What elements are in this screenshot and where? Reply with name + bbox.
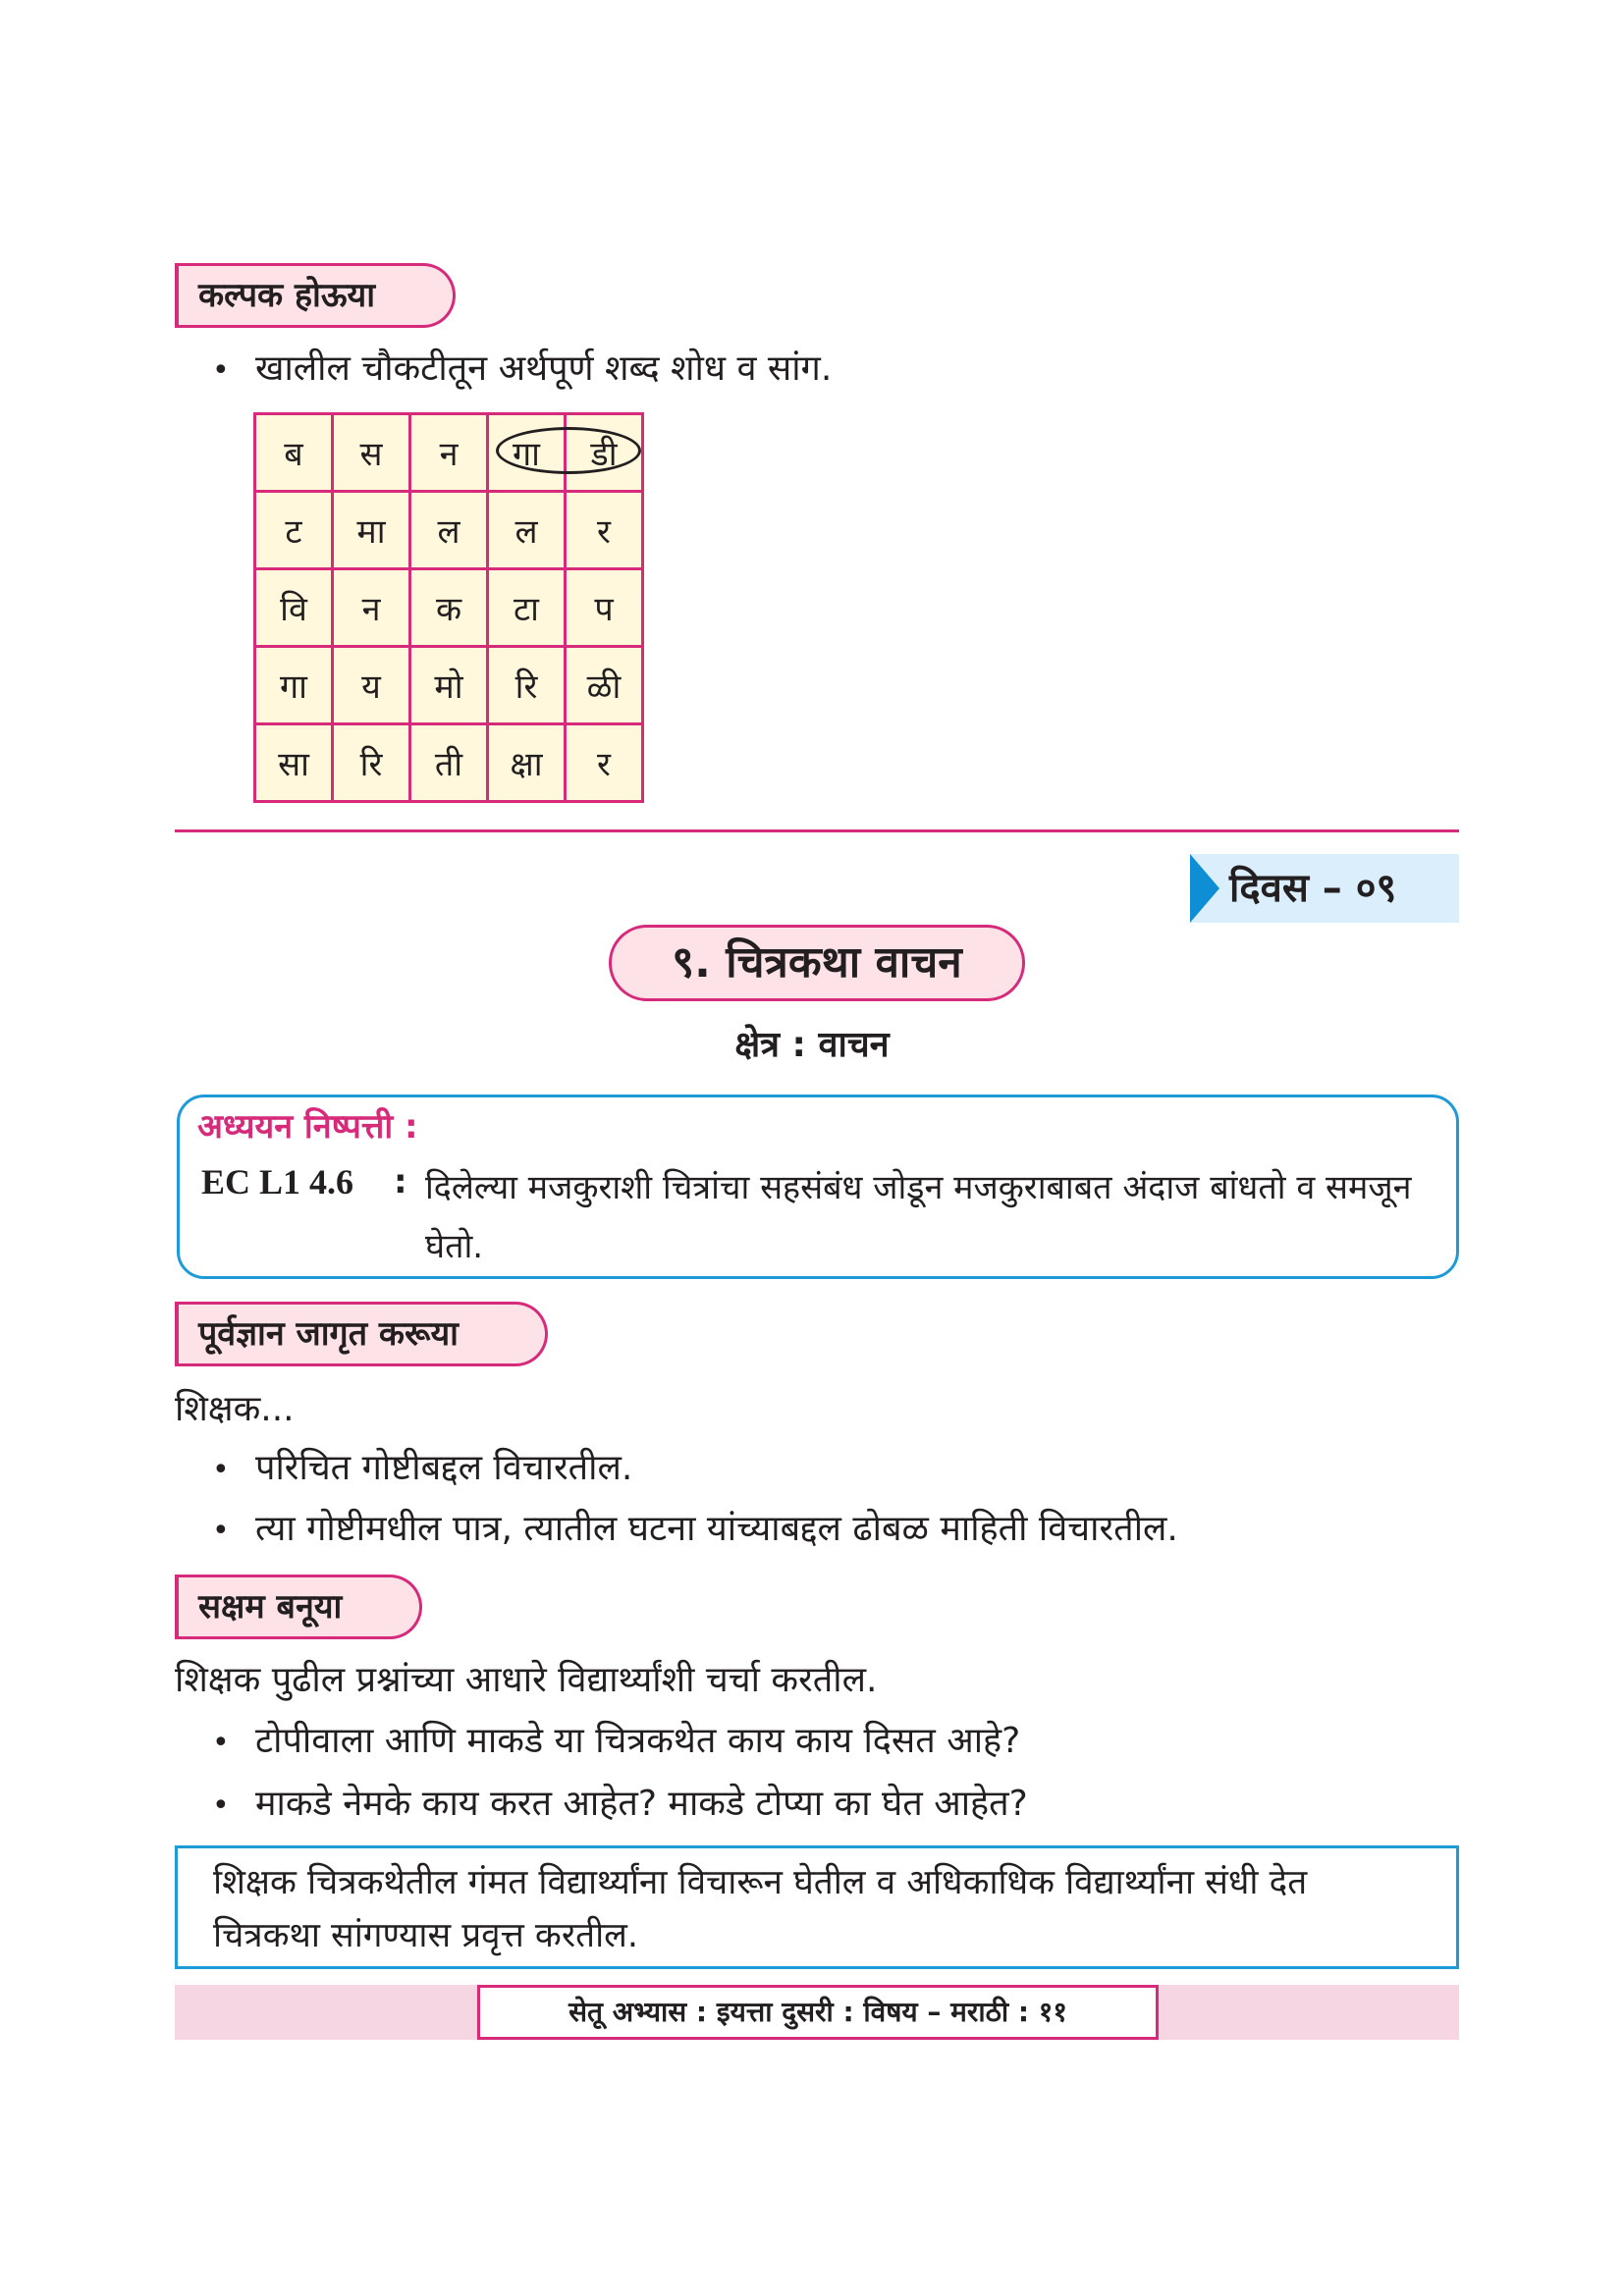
list-item — [212, 1506, 1178, 1555]
grid-cell: प — [566, 569, 643, 647]
grid-cell: न — [333, 569, 410, 647]
grid-cell: टा — [488, 569, 566, 647]
instruction-text: खालील चौकटीतून अर्थपूर्ण शब्द शोध व सांग. — [255, 348, 833, 389]
grid-row — [255, 492, 643, 569]
grid-cell: रि — [488, 647, 566, 724]
grid-cell: ट — [255, 492, 333, 569]
section-tag-label: कल्पक होऊया — [198, 276, 376, 315]
section-tag-purvadnyan — [175, 1302, 548, 1366]
grid-row — [255, 647, 643, 724]
day-label: दिवस – ०९ — [1229, 866, 1397, 911]
page-footer: सेतू अभ्यास : इयत्ता दुसरी : विषय – मराठी : ११ — [477, 1985, 1159, 2040]
outcome-text: दिलेल्या मजकुराशी चित्रांचा सहसंबंध जोडून मजकुराबाबत अंदाज बांधतो व समजून घेतो. — [425, 1168, 1412, 1266]
grid-cell: ल — [488, 492, 566, 569]
bullet-icon: • — [212, 353, 230, 388]
arrow-icon — [1190, 854, 1219, 923]
list-item — [212, 1718, 1020, 1767]
learning-outcome-box — [177, 1095, 1459, 1279]
section-tag-label: सक्षम बनूया — [198, 1587, 343, 1627]
grid-cell: गा — [488, 414, 566, 492]
bullet-icon: • — [212, 1514, 230, 1548]
section-tag-saksham — [175, 1575, 422, 1639]
grid-cell: क्षा — [488, 724, 566, 802]
outcome-heading: अध्ययन निष्पत्ती : — [197, 1107, 418, 1147]
bullet-icon: • — [212, 1453, 230, 1487]
grid-cell: मा — [333, 492, 410, 569]
bullet-icon: • — [212, 1789, 230, 1823]
example-answer-oval — [496, 427, 641, 474]
grid-cell: ळी — [566, 647, 643, 724]
bullet-icon: • — [212, 1726, 230, 1760]
grid-cell: ती — [410, 724, 488, 802]
grid-cell: स — [333, 414, 410, 492]
discussion-intro: शिक्षक पुढील प्रश्नांच्या आधारे विद्यार्थ्यांशी चर्चा करतील. — [175, 1660, 878, 1700]
outcome-colon: : — [394, 1162, 407, 1201]
outcome-code: EC L1 4.6 — [201, 1162, 354, 1201]
grid-cell: रि — [333, 724, 410, 802]
grid-cell: ब — [255, 414, 333, 492]
grid-cell: य — [333, 647, 410, 724]
teacher-note-text: शिक्षक चित्रकथेतील गंमत विद्यार्थ्यांना विचारून घेतील व अधिकाधिक विद्यार्थ्यांना संधी देत चित्रकथा सांगण्यास प्रवृत्त करतील. — [213, 1863, 1308, 1955]
list-item — [212, 1445, 632, 1494]
section-tag-kalpak — [175, 263, 456, 328]
section-tag-label: पूर्वज्ञान जागृत करूया — [198, 1314, 459, 1354]
instruction-line — [212, 346, 832, 395]
list-item-text: परिचित गोष्टीबद्दल विचारतील. — [255, 1448, 633, 1488]
day-marker — [1190, 854, 1459, 923]
grid-cell: ल — [410, 492, 488, 569]
grid-cell: न — [410, 414, 488, 492]
list-item-text: माकडे नेमके काय करत आहेत? माकडे टोप्या का घेत आहेत? — [255, 1784, 1028, 1824]
grid-cell: गा — [255, 647, 333, 724]
grid-cell: र — [566, 492, 643, 569]
lesson-field: क्षेत्र : वाचन — [734, 1025, 890, 1065]
list-item-text: त्या गोष्टीमधील पात्र, त्यातील घटना यांच्याबद्दल ढोबळ माहिती विचारतील. — [255, 1509, 1178, 1549]
lesson-title: ९. चित्रकथा वाचन — [609, 925, 1025, 1001]
grid-cell: सा — [255, 724, 333, 802]
grid-row — [255, 569, 643, 647]
teacher-note-box — [175, 1845, 1459, 1969]
grid-cell: मो — [410, 647, 488, 724]
grid-row — [255, 724, 643, 802]
grid-cell: वि — [255, 569, 333, 647]
grid-cell: र — [566, 724, 643, 802]
grid-cell: डी — [566, 414, 643, 492]
list-item-text: टोपीवाला आणि माकडे या चित्रकथेत काय काय दिसत आहे? — [255, 1721, 1021, 1761]
section-divider — [175, 829, 1459, 832]
grid-cell: क — [410, 569, 488, 647]
list-item — [212, 1781, 1028, 1830]
teacher-intro: शिक्षक... — [175, 1389, 295, 1429]
